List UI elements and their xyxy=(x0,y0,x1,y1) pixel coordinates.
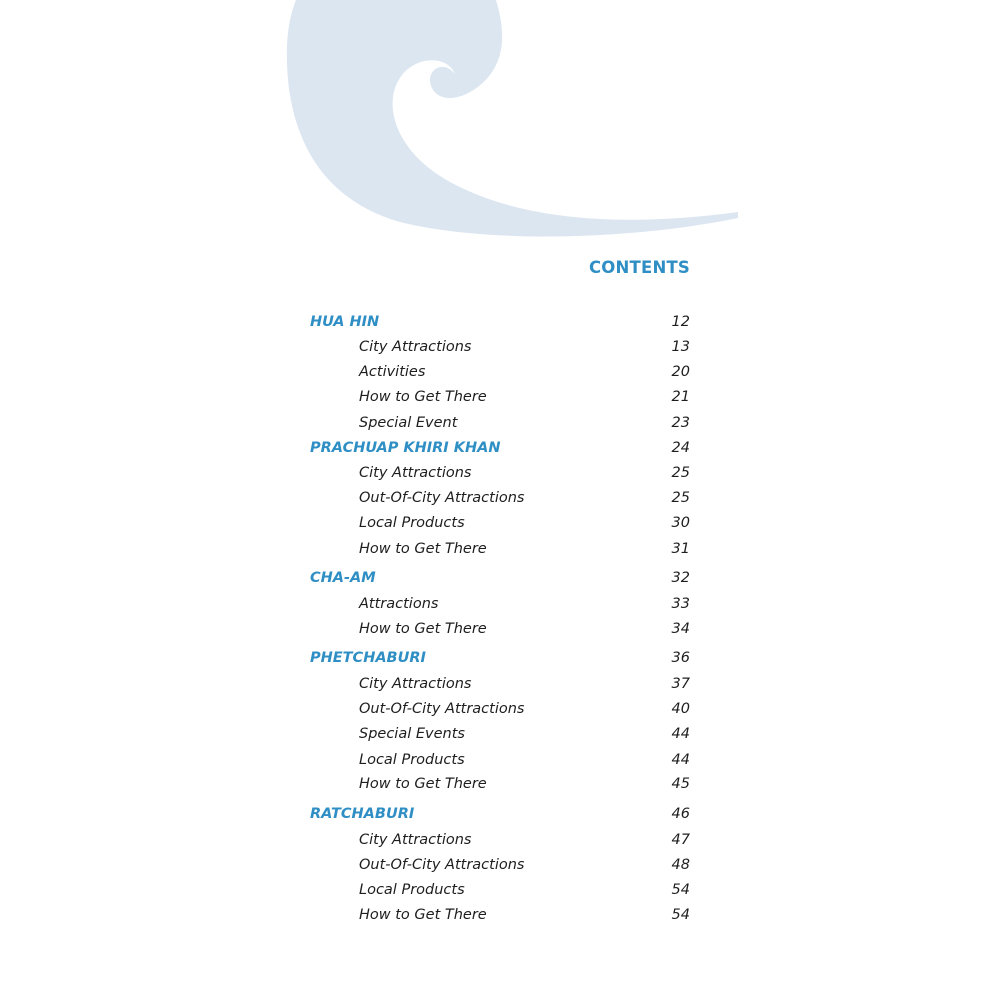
toc-entry[interactable] xyxy=(0,462,1000,484)
toc-entry[interactable] xyxy=(0,773,1000,795)
toc-page-number: 34 xyxy=(671,621,690,637)
toc-entry[interactable] xyxy=(0,512,1000,534)
toc-entry[interactable] xyxy=(0,698,1000,720)
toc-entry-label: City Attractions xyxy=(359,465,472,481)
toc-page-number: 54 xyxy=(671,907,690,923)
toc-section[interactable] xyxy=(0,437,1000,459)
toc-entry[interactable] xyxy=(0,723,1000,745)
toc-entry-label: City Attractions xyxy=(359,832,472,848)
toc-section-title: PHETCHABURI xyxy=(310,650,426,666)
toc-page-number: 47 xyxy=(671,832,690,848)
toc-entry-label: Local Products xyxy=(359,882,465,898)
toc-entry[interactable] xyxy=(0,749,1000,771)
toc-page-number: 24 xyxy=(671,440,690,456)
toc-entry[interactable] xyxy=(0,829,1000,851)
toc-entry-label: Special Event xyxy=(359,415,458,431)
toc-entry[interactable] xyxy=(0,593,1000,615)
toc-entry[interactable] xyxy=(0,618,1000,640)
toc-page-number: 40 xyxy=(671,701,690,717)
toc-page-number: 46 xyxy=(671,806,690,822)
toc-entry-label: Out-Of-City Attractions xyxy=(359,490,525,506)
toc-entry-label: How to Get There xyxy=(359,621,487,637)
toc-page-number: 45 xyxy=(671,776,690,792)
toc-section-title: RATCHABURI xyxy=(310,806,415,822)
toc-entry-label: Local Products xyxy=(359,752,465,768)
toc-page-number: 44 xyxy=(671,726,690,742)
toc-entry-label: Out-Of-City Attractions xyxy=(359,701,525,717)
toc-entry-label: How to Get There xyxy=(359,776,487,792)
toc-page-number: 25 xyxy=(671,490,690,506)
toc-section[interactable] xyxy=(0,567,1000,589)
toc-entry[interactable] xyxy=(0,487,1000,509)
toc-section[interactable] xyxy=(0,803,1000,825)
toc-page-number: 31 xyxy=(671,541,690,557)
toc-entry[interactable] xyxy=(0,904,1000,926)
toc-page-number: 21 xyxy=(671,389,690,405)
toc-entry-label: Activities xyxy=(359,364,426,380)
toc-section[interactable] xyxy=(0,647,1000,669)
toc-page-number: 33 xyxy=(671,596,690,612)
toc-entry[interactable] xyxy=(0,879,1000,901)
toc-section[interactable] xyxy=(0,311,1000,333)
toc-page-number: 32 xyxy=(671,570,690,586)
toc-entry[interactable] xyxy=(0,361,1000,383)
toc-page-number: 20 xyxy=(671,364,690,380)
toc-entry-label: Local Products xyxy=(359,515,465,531)
toc-section-title: HUA HIN xyxy=(310,314,380,330)
toc-entry-label: How to Get There xyxy=(359,389,487,405)
toc-section-title: CHA-AM xyxy=(310,570,376,586)
toc-page-number: 37 xyxy=(671,676,690,692)
toc-entry[interactable] xyxy=(0,673,1000,695)
toc-page-number: 54 xyxy=(671,882,690,898)
toc-entry-label: City Attractions xyxy=(359,339,472,355)
toc-entry-label: City Attractions xyxy=(359,676,472,692)
toc-page-number: 48 xyxy=(671,857,690,873)
toc-page-number: 44 xyxy=(671,752,690,768)
toc-entry[interactable] xyxy=(0,386,1000,408)
toc-section-title: PRACHUAP KHIRI KHAN xyxy=(310,440,501,456)
toc-entry[interactable] xyxy=(0,854,1000,876)
toc-entry-label: Out-Of-City Attractions xyxy=(359,857,525,873)
toc-entry-label: Attractions xyxy=(359,596,439,612)
toc-page-number: 12 xyxy=(671,314,690,330)
toc-entry[interactable] xyxy=(0,538,1000,560)
toc-entry-label: Special Events xyxy=(359,726,465,742)
toc-page-number: 13 xyxy=(671,339,690,355)
toc-entry[interactable] xyxy=(0,336,1000,358)
contents-title: CONTENTS xyxy=(588,258,690,277)
toc-page-number: 30 xyxy=(671,515,690,531)
toc-entry[interactable] xyxy=(0,412,1000,434)
toc-entry-label: How to Get There xyxy=(359,907,487,923)
toc-page-number: 36 xyxy=(671,650,690,666)
toc-page-number: 23 xyxy=(671,415,690,431)
toc-entry-label: How to Get There xyxy=(359,541,487,557)
toc-page-number: 25 xyxy=(671,465,690,481)
